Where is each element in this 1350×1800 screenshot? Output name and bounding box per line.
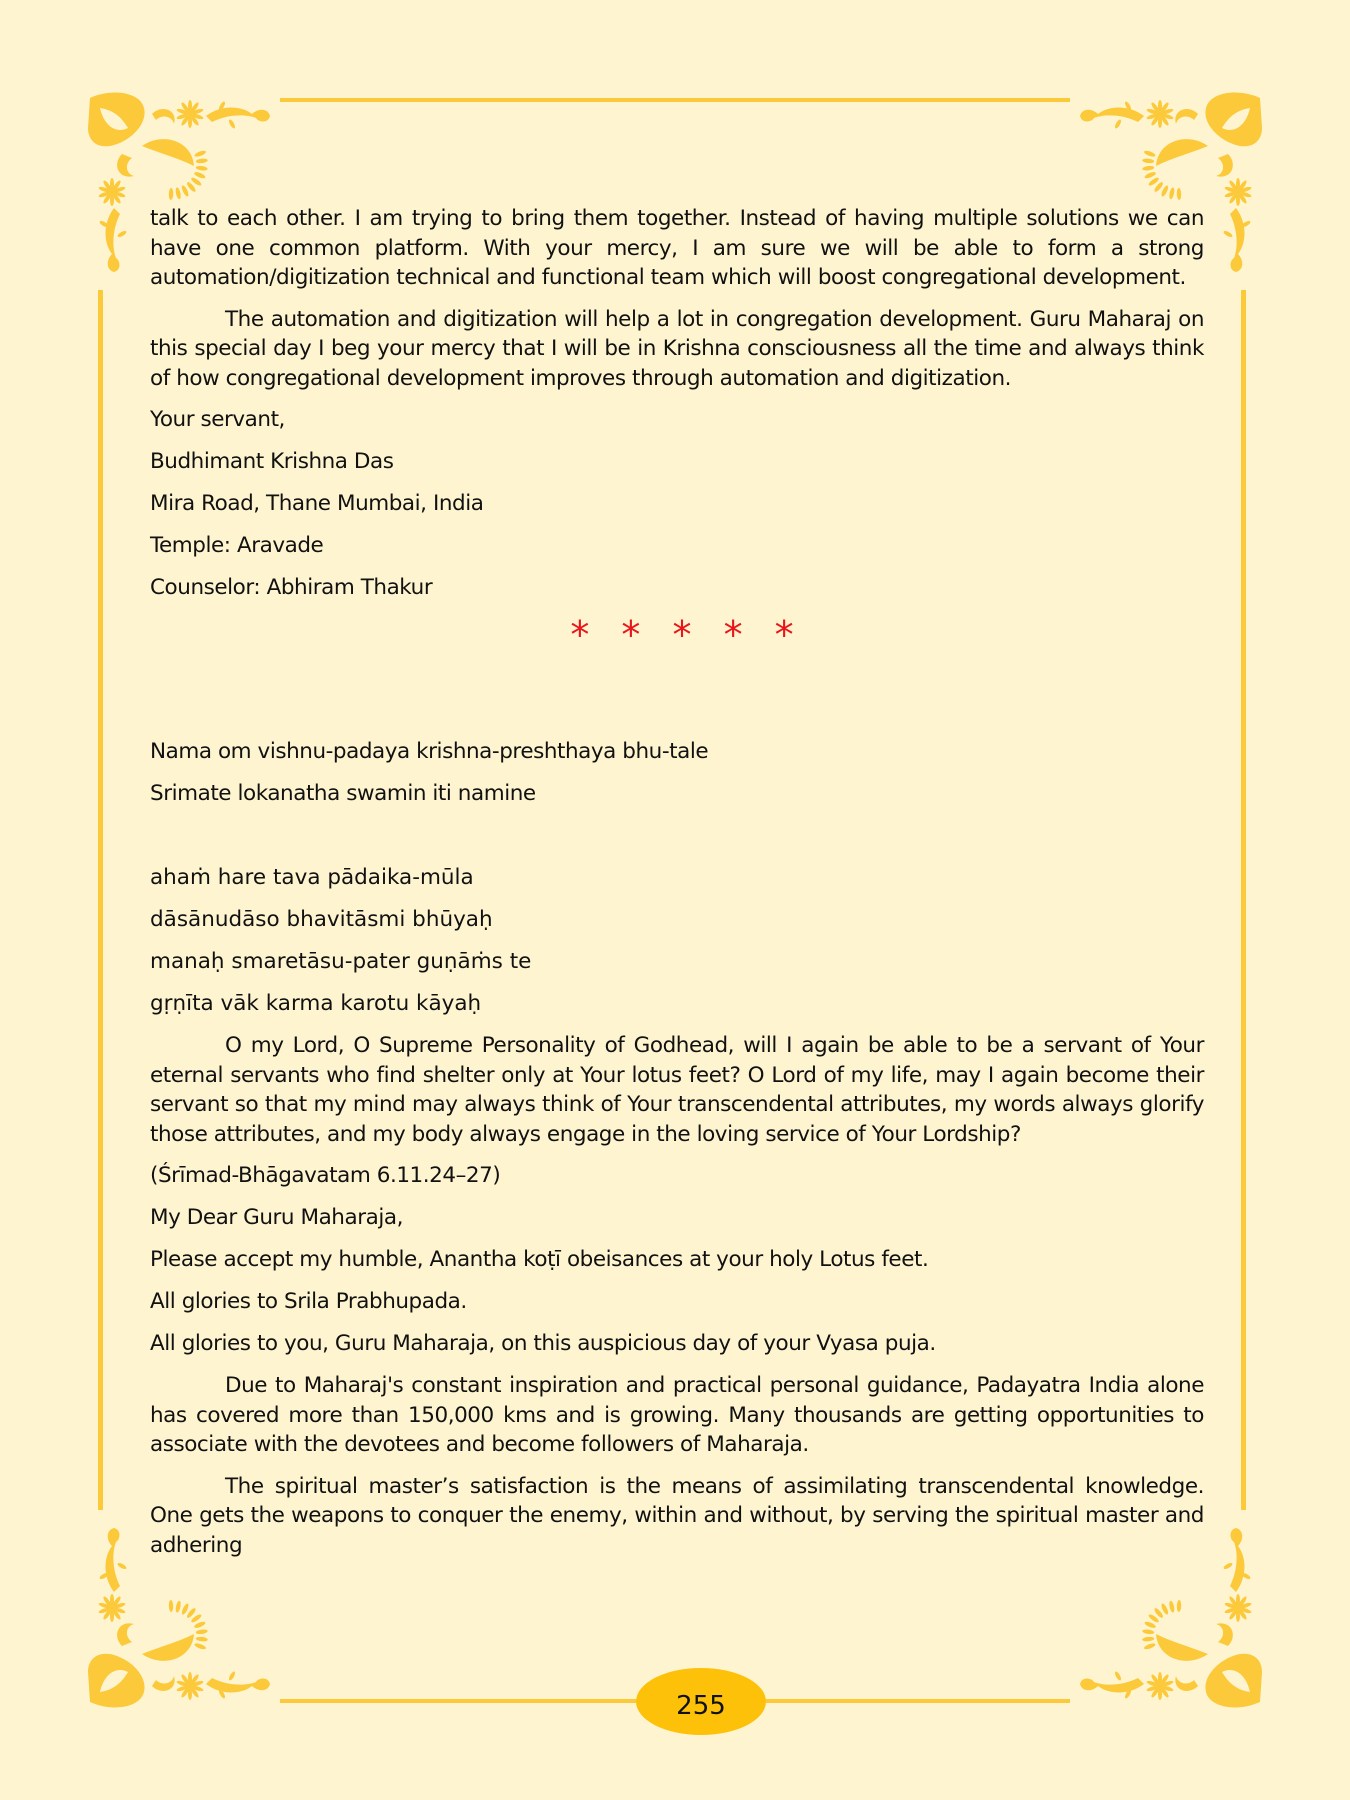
pranama-line: Srimate lokanatha swamin iti namine [150, 781, 536, 806]
frame-top-line [280, 98, 1070, 102]
greeting-line: All glories to you, Guru Maharaja, on this auspicious day of your Vyasa puja. [150, 1331, 936, 1356]
greeting-line: Please accept my humble, Anantha koṭī obeisances at your holy Lotus feet. [150, 1247, 929, 1272]
verse-line: ahaṁ hare tava pādaika-mūla [150, 865, 474, 890]
verse-reference: (Śrīmad-Bhāgavatam 6.11.24–27) [150, 1163, 501, 1188]
paragraph: Due to Maharaj's constant inspiration and practical personal guidance, Padayatra India alone has covered more than 150,000 kms and is growing. Many thousands are getting opportunities to associate with the devotees and become followers of Maharaja. [150, 1373, 1204, 1457]
frame-bottom-line-left [280, 1699, 636, 1703]
verse-translation: O my Lord, O Supreme Personality of Godhead, will I again be able to be a servant of Your eternal servants who find shelter only at Your lotus feet? O Lord of my life, may I again become their servant so that my mind may always think of Your transcendental attributes, my words always glorify those attributes, and my body always engage in the loving service of Your Lordship? [150, 1033, 1204, 1147]
signature-temple: Temple: Aravade [150, 533, 324, 558]
verse-line: dāsānudāso bhavitāsmi bhūyaḥ [150, 907, 493, 932]
verse-line: gṛṇīta vāk karma karotu kāyaḥ [150, 991, 482, 1016]
signature-name: Budhimant Krishna Das [150, 449, 394, 474]
paragraph: The automation and digitization will help a lot in congregation development. Guru Maharaj on this special day I beg your mercy that I will be in Krishna consciousness all the time and always think of how congregational development improves through automation and digitization. [150, 306, 1204, 391]
greeting-line: All glories to Srila Prabhupada. [150, 1289, 467, 1314]
signature-location: Mira Road, Thane Mumbai, India [150, 491, 484, 516]
asterisk-separator: * * * * * [570, 613, 804, 657]
paragraph: The spiritual master’s satisfaction is the means of assimilating transcendental knowledge. One gets the weapons to conquer the enemy, within and without, by serving the spiritual master and adhering [150, 1473, 1204, 1558]
frame-left-line [98, 290, 103, 1510]
page-content [150, 204, 1204, 1572]
paragraph: talk to each other. I am trying to bring them together. Instead of having multiple solutions we can have one common platform. With your mercy, I am sure we will be able to form a strong automation/digitization technical and functional team which will boost congregational development. [150, 206, 1204, 290]
frame-right-line [1241, 290, 1246, 1510]
pranama-line: Nama om vishnu-padaya krishna-preshthaya bhu-tale [150, 739, 709, 764]
closing: Your servant, [150, 407, 285, 432]
page-number: 255 [676, 1690, 726, 1721]
salutation: My Dear Guru Maharaja, [150, 1205, 403, 1230]
verse-line: manaḥ smaretāsu-pater guṇāṁs te [150, 949, 532, 974]
signature-counselor: Counselor: Abhiram Thakur [150, 575, 433, 600]
page-number-badge [636, 1668, 766, 1735]
frame-bottom-line-right [766, 1699, 1070, 1703]
